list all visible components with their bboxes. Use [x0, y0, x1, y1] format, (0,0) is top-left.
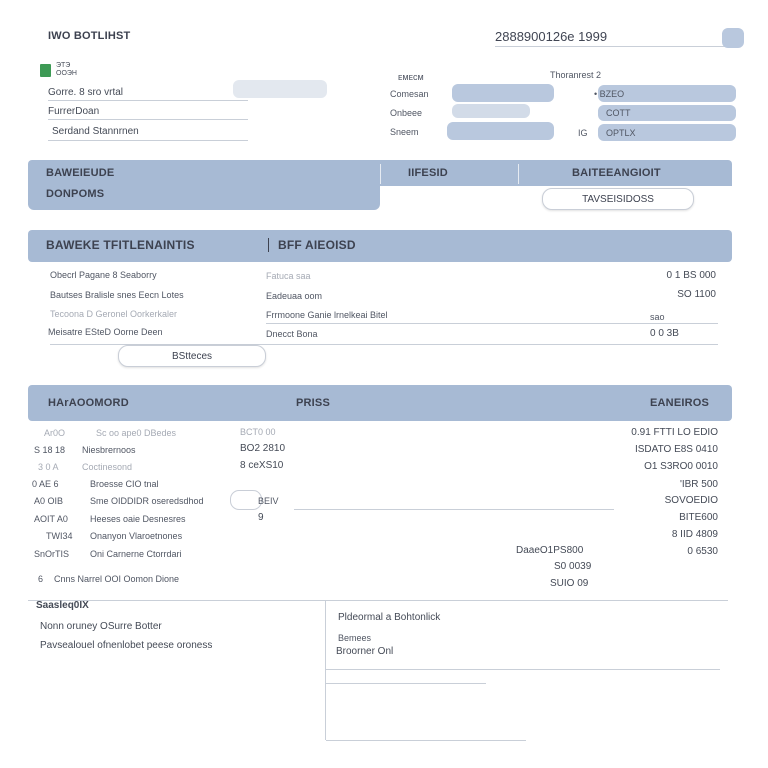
- footer-bottom-rule: [326, 740, 526, 741]
- item-row-3-code: 3 0 A: [38, 462, 59, 472]
- summary-label-middle: IIFESID: [408, 167, 448, 179]
- item-row-4-right: 'IBR 500: [679, 479, 718, 490]
- item-row-5-desc: Sme OIDDIDR oseredsdhod: [90, 496, 204, 506]
- meta-right-label-2: COTT: [606, 108, 631, 118]
- footer-right-line-1: Pldeormal a Bohtonlick: [338, 612, 441, 623]
- doc-number-field[interactable]: [722, 28, 744, 48]
- summary-label-1: BAWEIEUDE: [46, 167, 115, 179]
- subtotal-value: S0 0039: [554, 561, 592, 572]
- section2-button[interactable]: BStteces: [118, 345, 266, 367]
- section2-divider: [268, 238, 269, 252]
- item-row-3-right: O1 S3RO0 0010: [644, 461, 718, 472]
- band-divider-2: [518, 164, 519, 184]
- footer-right-rule-2: [326, 683, 486, 684]
- s2-row4-amount: 0 0 3B: [650, 328, 679, 339]
- item-row-7-code: TWI34: [46, 531, 73, 541]
- section2-title-left: BAWEKE TFITLENAINTIS: [46, 238, 195, 252]
- item-row-2-code: S 18 18: [34, 445, 66, 455]
- s2-row4-mid: Dnecct Bona: [266, 329, 318, 339]
- logo-text-top: ЭТЭ: [56, 62, 71, 69]
- items-header: [28, 385, 732, 421]
- meta-right-caption: Thoranrest 2: [550, 70, 602, 80]
- footer-right-line-3: Broorner Onl: [336, 646, 394, 657]
- footer-left-line-2: Pavsealouel ofnenlobet peese oroness: [40, 640, 213, 651]
- item-row-2-qty: BO2 2810: [240, 443, 286, 454]
- item-row-9-code: 6: [38, 574, 44, 584]
- item-row-3-qty: 8 ceXS10: [240, 460, 284, 471]
- meta-label-1: Comesan: [390, 89, 429, 99]
- item-row-1-code: Ar0O: [44, 428, 66, 438]
- s2-row1-amount: 0 1 BS 000: [666, 270, 716, 281]
- from-line-2: FurrerDoan: [48, 106, 100, 117]
- summary-value-pill[interactable]: TAVSEISIDOSS: [542, 188, 694, 210]
- company-logo-icon: [40, 64, 51, 77]
- item-row-4-code: 0 AE 6: [32, 479, 59, 489]
- item-row-4-desc: Broesse CIO tnal: [90, 479, 159, 489]
- from-line-3: Serdand Stannrnen: [52, 126, 139, 137]
- s2-row3-mid: Frrmoone Ganie lrnelkeai Bitel: [266, 310, 388, 320]
- from-line-1: Gorre. 8 sro vrtal: [48, 87, 124, 98]
- item-row-1-right: 0.91 FTTI LO EDIO: [631, 427, 718, 438]
- from-divider-2: [48, 119, 248, 120]
- item-row-5-underline: [294, 509, 614, 510]
- item-row-8-code: SnOrTIS: [34, 549, 70, 559]
- item-row-6-code: AOIT A0: [34, 514, 68, 524]
- item-row-5-qty: BEIV: [258, 496, 279, 506]
- from-field[interactable]: [233, 80, 327, 98]
- item-row-2-right: ISDATO E8S 0410: [634, 444, 718, 455]
- s2-row3-underline: [266, 323, 718, 324]
- items-col-1: HArAOOMORD: [48, 397, 129, 409]
- meta-right-prefix-3: IG: [578, 128, 588, 138]
- doc-number-underline: [495, 46, 725, 47]
- s2-row2-mid: Eadeuaa oom: [266, 291, 323, 301]
- item-row-3-desc: Coctinesond: [82, 462, 133, 472]
- s2-row4-left: Meisatre ESteD Oorne Deen: [48, 327, 163, 337]
- s2-row3-amount: sao: [650, 312, 665, 322]
- logo-text-bottom: ООЭН: [56, 70, 77, 77]
- footer-right-line-2: Bemees: [338, 633, 372, 643]
- total-value: SUIO 09: [550, 578, 589, 589]
- item-row-6-right: BITE600: [679, 512, 718, 523]
- item-row-1-desc: Sc oo ape0 DBedes: [96, 428, 177, 438]
- summary-label-right: BAITEEANGIOIT: [572, 167, 661, 179]
- meta-input-1[interactable]: [452, 84, 554, 102]
- subtotal-label: DaaeO1PS800: [516, 545, 584, 556]
- item-row-6-qty: 9: [258, 512, 264, 523]
- footer-left-title: Saasleq0IX: [36, 600, 89, 611]
- from-divider-1: [48, 100, 248, 101]
- meta-right-label-1: • BZEO: [594, 89, 625, 99]
- item-row-8-desc: Oni Carnerne Ctorrdari: [90, 549, 182, 559]
- item-row-9-desc: Cnns Narrel OOI Oomon Dione: [54, 574, 180, 584]
- meta-input-3[interactable]: [447, 122, 554, 140]
- s2-row2-amount: SO 1100: [677, 289, 716, 300]
- s2-row1-left: Obecrl Pagane 8 Seaborry: [50, 270, 157, 280]
- band-divider-1: [380, 164, 381, 184]
- items-col-3: EANEIROS: [650, 397, 710, 409]
- document-title: IWO BOTLIHST: [48, 30, 131, 42]
- item-row-8-right: 0 6530: [687, 546, 718, 557]
- s2-row2-left: Bautses Bralisle snes Eecn Lotes: [50, 290, 184, 300]
- item-row-5-right: SOVOEDIO: [664, 495, 718, 506]
- item-row-2-desc: Niesbrernoos: [82, 445, 136, 455]
- item-row-7-desc: Onanyon Vlaroetnones: [90, 531, 183, 541]
- item-row-5-code: A0 OIB: [34, 496, 64, 506]
- document-number: 2888900126e 1999: [495, 29, 608, 44]
- item-row-7-right: 8 IID 4809: [671, 529, 718, 540]
- meta-right-label-3: OPTLX: [606, 128, 636, 138]
- section2-title-right: BFF AIEOISD: [278, 238, 356, 252]
- meta-left-caption: ᴇᴍᴇᴄᴍ: [398, 72, 424, 82]
- footer-right-rule-1: [326, 669, 720, 670]
- item-row-6-desc: Heeses oaie Desnesres: [90, 514, 186, 524]
- from-divider-3: [48, 140, 248, 141]
- meta-label-2: Onbeee: [390, 108, 423, 118]
- s2-row3-left: Tecoona D Geronel Oorkerkaler: [50, 309, 178, 319]
- s2-row1-mid: Fatuca saa: [266, 271, 311, 281]
- footer-left-line-1: Nonn oruney OSurre Botter: [40, 621, 162, 632]
- item-row-1-qty: BCT0 00: [240, 427, 276, 437]
- meta-input-2[interactable]: [452, 104, 530, 118]
- footer-column-divider: [325, 600, 326, 740]
- footer-top-rule: [28, 600, 728, 601]
- meta-label-3: Sneem: [390, 127, 419, 137]
- items-col-2: PRISS: [296, 397, 331, 409]
- summary-label-2: DONPOMS: [46, 188, 105, 200]
